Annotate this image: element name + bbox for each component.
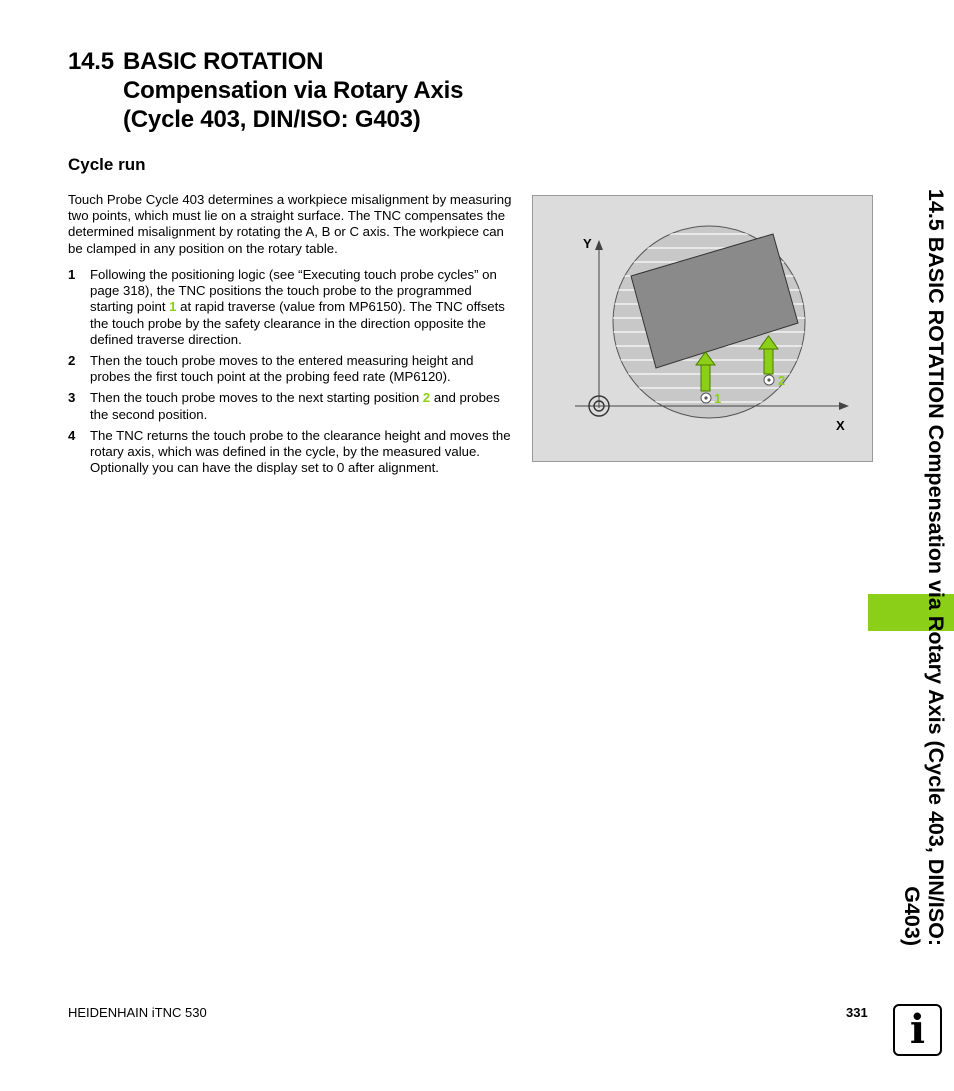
title-line-3: (Cycle 403, DIN/ISO: G403)	[123, 106, 421, 133]
info-icon	[893, 1004, 942, 1056]
side-running-title	[876, 46, 948, 946]
step-text-cont: at rapid traverse (value from MP6150). The TNC offsets the touch probe by the safety clearance in the direction opposite the defined traverse direction.	[90, 299, 505, 347]
list-item	[68, 390, 514, 422]
step-number: 2	[68, 353, 76, 369]
step-highlight: 1	[169, 299, 177, 315]
x-axis-label: X	[836, 418, 845, 433]
cycle-diagram	[532, 195, 873, 462]
step-list	[68, 267, 514, 481]
y-axis-arrow	[595, 240, 603, 250]
step-number: 3	[68, 390, 76, 406]
list-item	[68, 428, 514, 477]
section-heading: Cycle run	[68, 155, 146, 174]
step-number: 4	[68, 427, 76, 443]
y-axis-label: Y	[583, 236, 592, 251]
step-highlight: 2	[422, 390, 431, 406]
step-text: Then the touch probe moves to the entered measuring height and probes the first touch point at the probing feed rate (MP6120).	[90, 353, 474, 385]
diagram-svg	[533, 196, 874, 463]
x-axis-arrow	[839, 402, 849, 410]
page-title	[68, 47, 463, 134]
intro-paragraph: Touch Probe Cycle 403 determines a workpiece misalignment by measuring two points, which must lie on a straight surface. The TNC compensates the determined misalignment by rotating the A, B or C axis. The workpiece can be clamped in any position on the rotary table.	[68, 192, 512, 256]
step-text: Then the touch probe moves to the next starting position	[90, 390, 423, 406]
list-item	[68, 353, 514, 385]
point-1-label: 1	[714, 391, 722, 406]
side-title-line-1: 14.5 BASIC ROTATION Compensation via Rotary Axis (Cycle 403, DIN/ISO:	[924, 188, 948, 946]
point-2-label: 2	[778, 373, 786, 388]
side-title-line-2: G403)	[900, 886, 924, 946]
step-text-cont: and probes the second position.	[90, 390, 500, 422]
step-text: The TNC returns the touch probe to the clearance height and moves the rotary axis, which was defined in the cycle, by the measured value. Optionally you can have the display set to 0 after alignment.	[90, 427, 511, 476]
section-number: 14.5	[68, 48, 114, 75]
step-text: Following the positioning logic (see “Executing touch probe cycles” on page 318), the TNC positions the touch probe to the programmed starting point	[90, 267, 497, 315]
title-line-1: BASIC ROTATION	[123, 48, 324, 75]
list-item	[68, 267, 514, 348]
footer-manual-name: HEIDENHAIN iTNC 530	[68, 1005, 207, 1020]
page-number: 331	[846, 1005, 868, 1020]
step-number: 1	[68, 267, 76, 282]
title-line-2: Compensation via Rotary Axis	[123, 77, 464, 104]
info-glyph: i	[909, 1006, 926, 1053]
